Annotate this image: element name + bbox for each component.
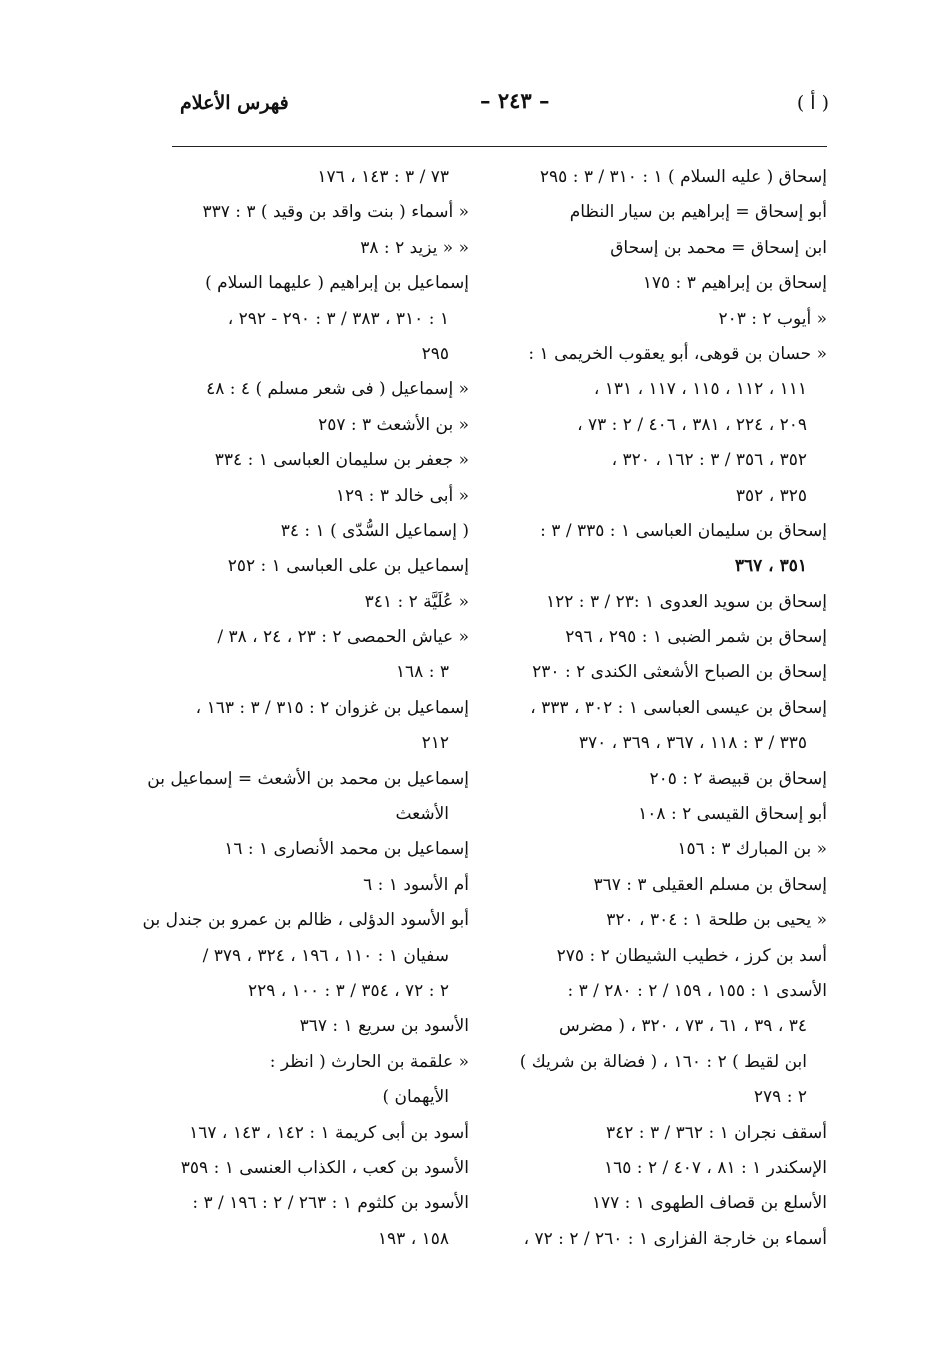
index-line: ١ : ٣١٠ ، ٣٨٣ / ٣ : ٢٩٠ - ٢٩٢ ، bbox=[227, 308, 449, 329]
index-line: إسحاق بن سويد العدوى ١ :٢٣ / ٣ : ١٢٢ bbox=[545, 591, 827, 612]
index-line: « بن المبارك ٣ : ١٥٦ bbox=[677, 839, 827, 860]
index-line: ( إسماعيل السُّدّى ) ١ : ٣٤ bbox=[280, 520, 469, 541]
index-line: إسماعيل بن غزوان ٢ : ٣١٥ / ٣ : ١٦٣ ، bbox=[195, 697, 469, 718]
section-letter: ( أ ) bbox=[796, 92, 829, 114]
index-line: ٢٩٥ bbox=[421, 343, 449, 364]
index-line: إسحاق بن مسلم العقيلى ٣ : ٣٦٧ bbox=[593, 874, 827, 895]
index-line: « جعفر بن سليمان العباسى ١ : ٣٣٤ bbox=[214, 450, 469, 471]
index-line: « عُلَيَّة ٢ : ٣٤١ bbox=[364, 591, 469, 612]
index-column-right bbox=[507, 160, 827, 1257]
index-line: أبو إسحاق القيسى ٢ : ١٠٨ bbox=[638, 804, 827, 825]
index-line: أسماء بن خارجة الفزارى ١ : ٢٦٠ / ٢ : ٧٢ ، bbox=[523, 1228, 827, 1249]
index-line: إسماعيل بن محمد الأنصارى ١ : ١٦ bbox=[224, 839, 469, 860]
index-line: « حسان بن قوهى، أبو يعقوب الخريمى ١ : bbox=[528, 343, 827, 364]
index-line: أسد بن كرز ، خطيب الشيطان ٢ : ٢٧٥ bbox=[556, 945, 827, 966]
index-line: أبو إسحاق = إبراهيم بن سيار النظام bbox=[569, 202, 827, 223]
index-line: الأسود بن كلثوم ١ : ٢٦٣ / ٢ : ١٩٦ / ٣ : bbox=[192, 1193, 469, 1214]
index-line: ٧٣ / ٣ : ١٤٣ ، ١٧٦ bbox=[317, 167, 449, 187]
index-line: أسقف نجران ١ : ٣٦٢ / ٣ : ٣٤٢ bbox=[606, 1122, 827, 1143]
index-column-left bbox=[129, 160, 469, 1257]
index-line: « عياش الحمصى ٢ : ٢٣ ، ٢٤ ، ٣٨ / bbox=[217, 627, 469, 648]
index-line: ٢ : ٧٢ ، ٣٥٤ / ٣ : ١٠٠ ، ٢٢٩ bbox=[248, 980, 449, 1001]
index-line: إسحاق بن عيسى العباسى ١ : ٣٠٢ ، ٣٣٣ ، bbox=[530, 697, 827, 718]
index-line: إسحاق بن الصباح الأشعثى الكندى ٢ : ٢٣٠ bbox=[532, 662, 827, 683]
index-line: أم الأسود ١ : ٦ bbox=[363, 874, 469, 895]
page-header bbox=[0, 88, 947, 124]
index-line: ٢٠٩ ، ٢٢٤ ، ٣٨١ ، ٤٠٦ / ٢ : ٧٣ ، bbox=[577, 414, 807, 435]
index-line: الأسدى ١ : ١٥٥ ، ١٥٩ / ٢ : ٢٨٠ / ٣ : bbox=[567, 980, 827, 1001]
index-line: الأيهمان ) bbox=[382, 1087, 449, 1108]
index-line: « أيوب ٢ : ٢٠٣ bbox=[718, 308, 827, 329]
header-rule bbox=[172, 146, 827, 147]
index-line: ٣٣٥ / ٣ : ١١٨ ، ٣٦٧ ، ٣٦٩ ، ٣٧٠ bbox=[578, 733, 807, 754]
index-line: إسحاق ( عليه السلام ) ١ : ٣١٠ / ٣ : ٢٩٥ bbox=[539, 167, 827, 187]
index-line: « أسماء ( بنت واقد بن وقيد ) ٣ : ٣٣٧ bbox=[202, 202, 469, 223]
index-line: ٢ : ٢٧٩ bbox=[753, 1087, 807, 1108]
index-line: « إسماعيل ( فى شعر مسلم ) ٤ : ٤٨ bbox=[206, 379, 469, 400]
index-line: ٣٤ ، ٣٩ ، ٦١ ، ٧٣ ، ٣٢٠ ، ( مضرس bbox=[559, 1016, 807, 1037]
index-line: الأسلع بن قصاف الطهوى ١ : ١٧٧ bbox=[591, 1193, 827, 1214]
index-line: ٢١٢ bbox=[421, 733, 449, 754]
index-line: « يحيى بن طلحة ١ : ٣٠٤ ، ٣٢٠ bbox=[606, 910, 827, 931]
index-line: ٣٥١ ، ٣٦٧ bbox=[734, 556, 807, 577]
index-line: ٣٢٥ ، ٣٥٢ bbox=[735, 485, 807, 506]
index-line: « « يزيد ٢ : ٣٨ bbox=[360, 237, 469, 258]
index-line: ١٥٨ ، ١٩٣ bbox=[377, 1228, 449, 1249]
index-line: « أبى خالد ٣ : ١٢٩ bbox=[335, 485, 469, 506]
index-line: « بن الأشعث ٣ : ٢٥٧ bbox=[318, 414, 469, 435]
index-line: إسحاق بن سليمان العباسى ١ : ٣٣٥ / ٣ : bbox=[540, 520, 827, 541]
index-line: ابن لقيط ) ٢ : ١٦٠ ، ( فضالة بن شريك ) bbox=[519, 1051, 807, 1072]
index-line: الإسكندر ١ : ٨١ ، ٤٠٧ / ٢ : ١٦٥ bbox=[603, 1157, 827, 1178]
index-line: الأسود بن سريع ١ : ٣٦٧ bbox=[299, 1016, 469, 1037]
index-line: ابن إسحاق = محمد بن إسحاق bbox=[610, 237, 827, 258]
index-line: الأسود بن كعب ، الكذاب العنسى ١ : ٣٥٩ bbox=[180, 1157, 469, 1178]
index-line: « علقمة بن الحارث ( انظر : bbox=[269, 1051, 469, 1072]
index-line: سفيان ١ : ١١٠ ، ١٩٦ ، ٣٢٤ ، ٣٧٩ / bbox=[202, 945, 449, 966]
running-title: فهرس الأعلام bbox=[180, 92, 289, 114]
index-line: أبو الأسود الدؤلى ، ظالم بن عمرو بن جندل بن bbox=[142, 910, 469, 931]
index-line: إسحاق بن إبراهيم ٣ : ١٧٥ bbox=[642, 273, 827, 294]
index-line: أسود بن أبى كريمة ١ : ١٤٢ ، ١٤٣ ، ١٦٧ bbox=[189, 1122, 469, 1143]
index-line: إسحاق بن شمر الضبى ١ : ٢٩٥ ، ٢٩٦ bbox=[565, 627, 827, 648]
index-line: الأشعث bbox=[395, 804, 449, 825]
index-line: ٣ : ١٦٨ bbox=[395, 662, 449, 683]
page-number: – ٢٤٣ – bbox=[480, 88, 550, 113]
index-line: إسماعيل بن إبراهيم ( عليهما السلام ) bbox=[205, 273, 469, 294]
index-line: ٣٥٢ ، ٣٥٦ / ٣ : ١٦٢ ، ٣٢٠ ، bbox=[611, 450, 807, 471]
index-line: إسحاق بن قبيصة ٢ : ٢٠٥ bbox=[649, 768, 827, 789]
index-line: إسماعيل بن على العباسى ١ : ٢٥٢ bbox=[227, 556, 469, 577]
index-line: ١١١ ، ١١٢ ، ١١٥ ، ١١٧ ، ١٣١ ، bbox=[593, 379, 807, 400]
index-line: إسماعيل بن محمد بن الأشعث = إسماعيل بن bbox=[147, 768, 469, 789]
